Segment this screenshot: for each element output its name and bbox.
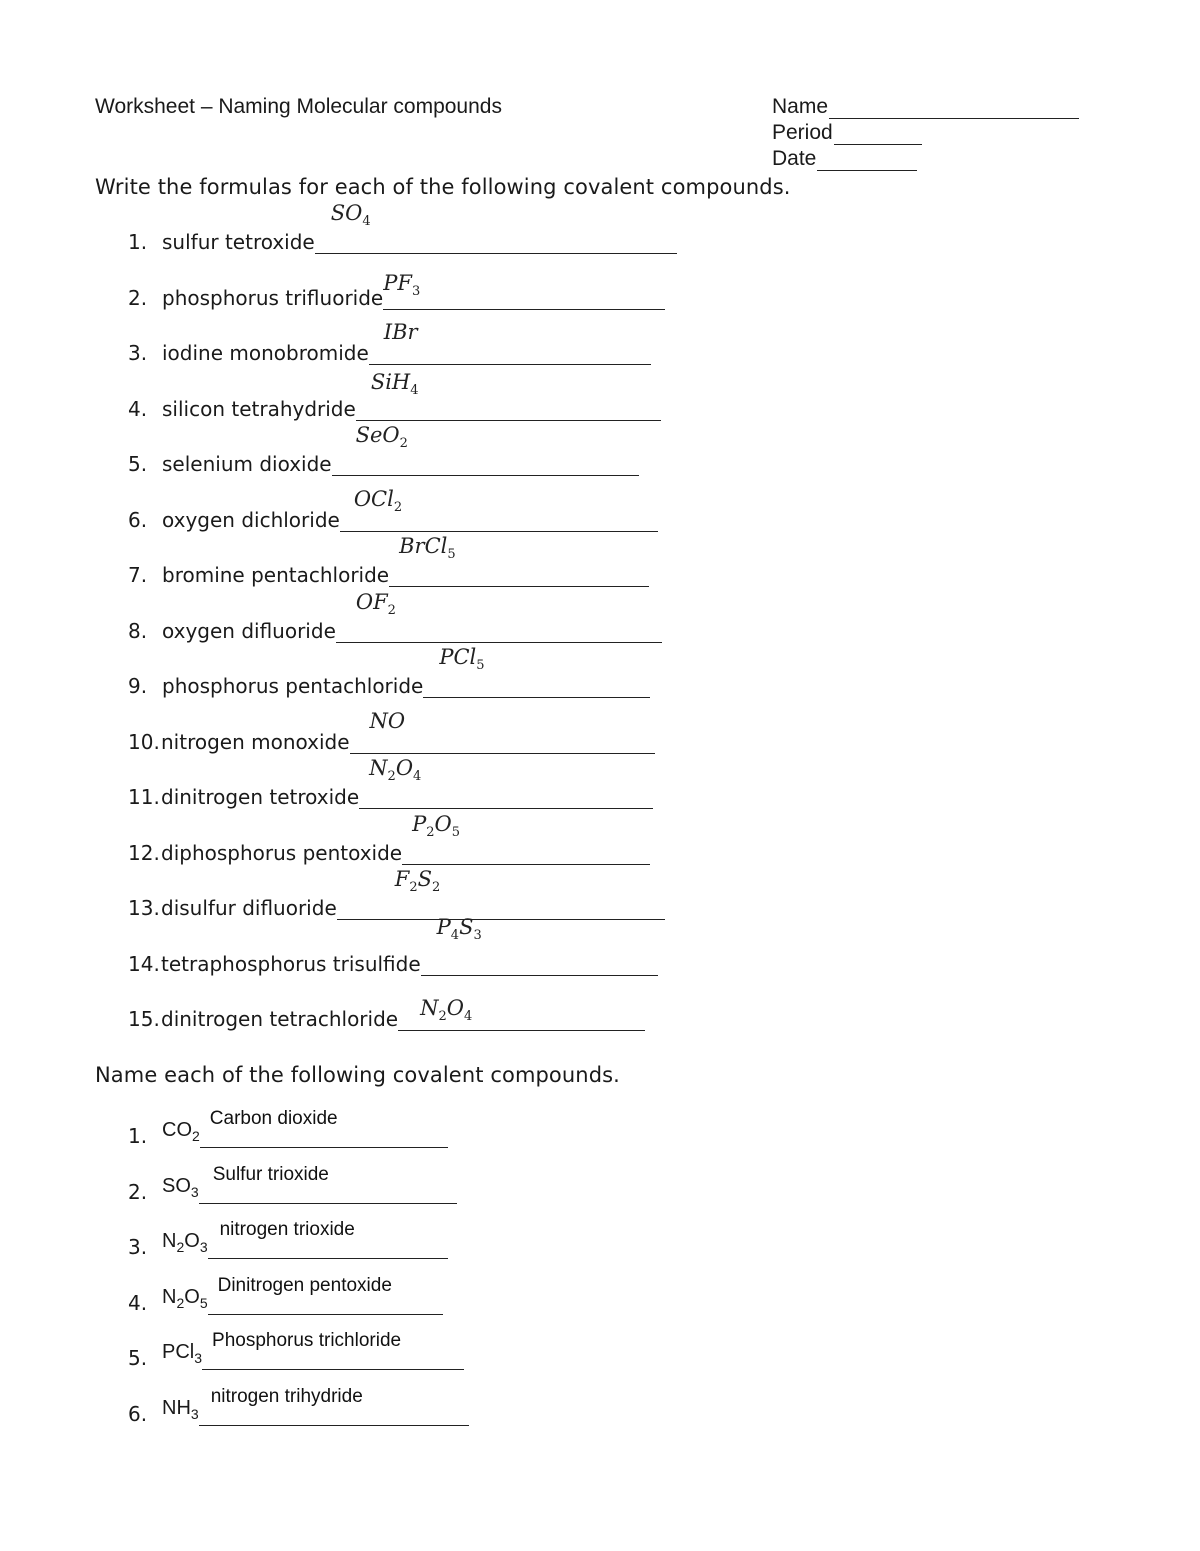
answer-blank[interactable] [337, 867, 665, 920]
answer-blank[interactable] [350, 709, 655, 754]
question-number: 9. [128, 674, 148, 698]
formula-answer: $N_2O_4$ [369, 756, 422, 785]
compound-name: dinitrogen tetroxide [161, 785, 360, 809]
compound-name-answer: Dinitrogen pentoxide [217, 1275, 392, 1296]
compound-name: selenium dioxide [162, 452, 332, 476]
formula-answer: $SO_4$ [330, 201, 371, 230]
answer-blank[interactable] [356, 370, 661, 421]
formula-answer: $F_2S_2$ [394, 867, 441, 896]
question-number: 7. [128, 563, 148, 587]
compound-name: phosphorus pentachloride [162, 674, 424, 698]
answer-blank[interactable] [332, 423, 639, 476]
question-number: 14. [128, 952, 160, 976]
question-number: 2. [128, 286, 148, 310]
formula-question-14 [128, 915, 658, 976]
question-number: 5. [128, 1346, 148, 1370]
formula-answer: SiH$_4$ [370, 370, 419, 399]
part2-instruction: Name each of the following covalent compounds. [95, 1063, 620, 1087]
formula-question-9 [128, 645, 650, 698]
period-field[interactable] [772, 121, 922, 145]
answer-blank[interactable] [369, 320, 651, 365]
compound-name: phosphorus trifluoride [162, 286, 384, 310]
formula-answer: SeO$_2$ [355, 423, 408, 452]
compound-name: nitrogen monoxide [161, 730, 350, 754]
compound-name: bromine pentachloride [162, 563, 390, 587]
worksheet-title: Worksheet – Naming Molecular compounds [95, 95, 502, 118]
name-question-4 [128, 1275, 443, 1315]
answer-blank[interactable] [398, 996, 645, 1031]
question-number: 4. [128, 397, 148, 421]
question-number: 1. [128, 1124, 148, 1148]
answer-blank[interactable] [389, 534, 649, 587]
question-number: 2. [128, 1180, 148, 1204]
chemical-formula: $SO_3$ [162, 1175, 199, 1200]
question-number: 5. [128, 452, 148, 476]
compound-name: sulfur tetroxide [162, 230, 315, 254]
part1-instruction: Write the formulas for each of the following covalent compounds. [95, 175, 791, 199]
date-blank[interactable] [817, 152, 917, 171]
question-number: 15. [128, 1007, 160, 1031]
answer-blank[interactable] [340, 487, 658, 532]
compound-name: oxygen dichloride [162, 508, 340, 532]
formula-question-15 [128, 996, 645, 1031]
question-number: 8. [128, 619, 148, 643]
formula-answer: $OF_2$ [355, 590, 396, 619]
answer-blank[interactable] [199, 1386, 469, 1426]
question-number: 3. [128, 341, 148, 365]
question-number: 13. [128, 896, 160, 920]
formula-question-11 [128, 756, 653, 809]
chemical-formula: PCl$_3$ [162, 1341, 203, 1366]
answer-blank[interactable] [200, 1108, 448, 1148]
name-question-5 [128, 1330, 464, 1370]
formula-answer: $P_4S_3$ [436, 915, 482, 944]
formula-answer: BrCl$_5$ [399, 534, 456, 563]
name-question-3 [128, 1219, 448, 1259]
formula-answer: $PF_3$ [383, 271, 421, 300]
period-label: Period [772, 121, 833, 144]
formula-question-6 [128, 487, 658, 532]
formula-answer: PCl$_5$ [439, 645, 485, 674]
formula-question-10 [128, 709, 655, 754]
compound-name: oxygen difluoride [162, 619, 336, 643]
answer-blank[interactable] [359, 756, 653, 809]
name-question-1 [128, 1108, 448, 1148]
formula-answer: IBr [383, 320, 418, 344]
formula-answer: $P_2O_5$ [412, 812, 461, 841]
question-number: 3. [128, 1235, 148, 1259]
formula-question-12 [128, 812, 650, 865]
answer-blank[interactable] [402, 812, 650, 865]
date-label: Date [772, 147, 817, 170]
compound-name-answer: nitrogen trihydride [210, 1386, 363, 1407]
question-number: 11. [128, 785, 160, 809]
chemical-formula: $NH_3$ [162, 1397, 199, 1422]
formula-answer: OCl$_2$ [353, 487, 403, 516]
formula-question-2 [128, 271, 665, 310]
formula-answer: NO [369, 709, 406, 733]
name-question-2 [128, 1164, 457, 1204]
formula-question-3 [128, 320, 651, 365]
question-number: 6. [128, 1402, 148, 1426]
chemical-formula: $N_2O_3$ [162, 1230, 208, 1255]
answer-blank[interactable] [383, 271, 665, 310]
compound-name: tetraphosphorus trisulfide [161, 952, 421, 976]
period-blank[interactable] [834, 126, 922, 145]
answer-blank[interactable] [202, 1330, 464, 1370]
question-number: 6. [128, 508, 148, 532]
answer-blank[interactable] [423, 645, 650, 698]
chemical-formula: $N_2O_5$ [162, 1286, 208, 1311]
compound-name: silicon tetrahydride [162, 397, 356, 421]
answer-blank[interactable] [208, 1219, 448, 1259]
formula-question-7 [128, 534, 649, 587]
compound-name: dinitrogen tetrachloride [161, 1007, 399, 1031]
compound-name-answer: Phosphorus trichloride [212, 1330, 402, 1351]
name-label: Name [772, 95, 829, 118]
compound-name: disulfur difluoride [161, 896, 337, 920]
compound-name: iodine monobromide [162, 341, 369, 365]
formula-question-8 [128, 590, 662, 643]
formula-question-5 [128, 423, 639, 476]
formula-question-13 [128, 867, 665, 920]
question-number: 10. [128, 730, 160, 754]
compound-name: diphosphorus pentoxide [161, 841, 403, 865]
answer-blank[interactable] [421, 915, 658, 976]
compound-name-answer: Carbon dioxide [209, 1108, 338, 1129]
name-question-6 [128, 1386, 469, 1426]
question-number: 12. [128, 841, 160, 865]
compound-name-answer: Sulfur trioxide [212, 1164, 329, 1185]
compound-name-answer: nitrogen trioxide [219, 1219, 355, 1240]
name-blank[interactable] [829, 100, 1079, 119]
formula-question-4 [128, 370, 661, 421]
question-number: 4. [128, 1291, 148, 1315]
answer-blank[interactable] [315, 201, 677, 254]
answer-blank[interactable] [336, 590, 662, 643]
date-field[interactable] [772, 147, 917, 171]
formula-question-1 [128, 201, 677, 254]
question-number: 1. [128, 230, 148, 254]
answer-blank[interactable] [199, 1164, 457, 1204]
formula-answer: $N_2O_4$ [420, 996, 473, 1025]
answer-blank[interactable] [208, 1275, 443, 1315]
name-field[interactable] [772, 95, 1079, 119]
chemical-formula: $CO_2$ [162, 1119, 200, 1144]
